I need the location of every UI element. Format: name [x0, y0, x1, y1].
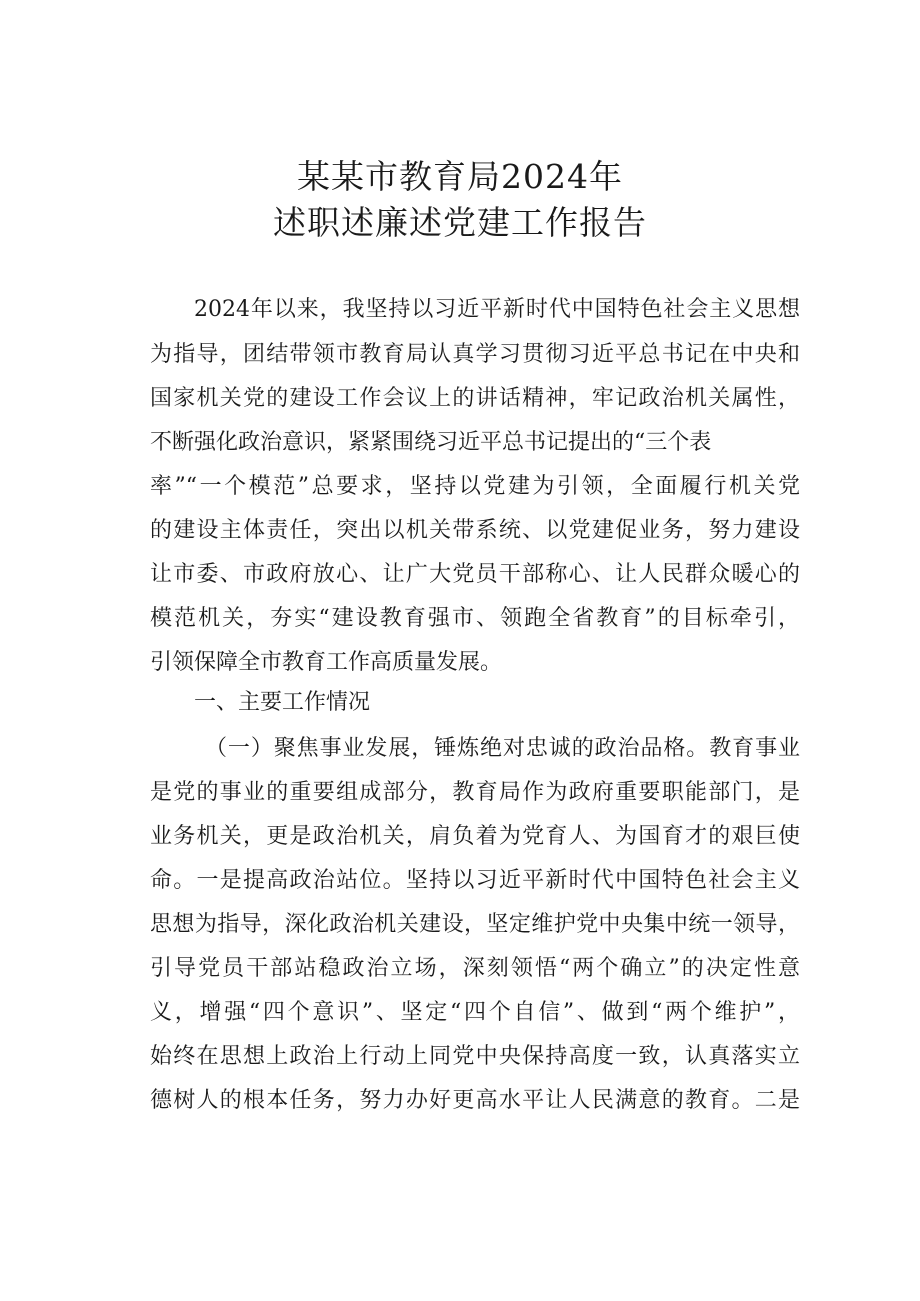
paragraph-line: 模范机关，夯实“建设教育强市、领跑全省教育”的目标牵引， — [150, 606, 800, 631]
paragraph-line: 为指导，团结带领市教育局认真学习贯彻习近平总书记在中央和 — [150, 342, 800, 367]
paragraph-line: 业务机关，更是政治机关，肩负着为党育人、为国育才的艰巨使 — [150, 824, 800, 849]
paragraph-line: 引导党员干部站稳政治立场，深刻领悟“两个确立”的决定性意 — [150, 956, 800, 981]
paragraph-line: 思想为指导，深化政治机关建设，坚定维护党中央集中统一领导， — [150, 912, 800, 937]
paragraph-line: 引领保障全市教育工作高质量发展。 — [150, 650, 503, 675]
paragraph-line: 德树人的根本任务，努力办好更高水平让人民满意的教育。二是 — [150, 1088, 800, 1113]
paragraph-line: 始终在思想上政治上行动上同党中央保持高度一致，认真落实立 — [150, 1044, 800, 1069]
document-title-line-1: 某某市教育局2024年 — [297, 157, 623, 196]
paragraph-line: 不断强化政治意识，紧紧围绕习近平总书记提出的“三个表 — [150, 430, 712, 455]
paragraph-line: 让市委、市政府放心、让广大党员干部称心、让人民群众暖心的 — [150, 562, 800, 587]
paragraph-line: 国家机关党的建设工作会议上的讲话精神，牢记政治机关属性， — [150, 386, 800, 411]
paragraph-line: 率”“一个模范”总要求，坚持以党建为引领，全面履行机关党 — [150, 474, 800, 499]
paragraph-line: 命。一是提高政治站位。坚持以习近平新时代中国特色社会主义 — [150, 868, 800, 893]
paragraph-line: 2024年以来，我坚持以习近平新时代中国特色社会主义思想 — [194, 297, 800, 322]
paragraph-line: 的建设主体责任，突出以机关带系统、以党建促业务，努力建设 — [150, 518, 800, 543]
paragraph-line: 是党的事业的重要组成部分，教育局作为政府重要职能部门，是 — [150, 780, 800, 805]
section-heading: 一、主要工作情况 — [194, 690, 371, 715]
paragraph-line: （一）聚焦事业发展，锤炼绝对忠诚的政治品格。教育事业 — [205, 736, 800, 761]
document-title-line-2: 述职述廉述党建工作报告 — [273, 203, 647, 242]
paragraph-line: 义，增强“四个意识”、坚定“四个自信”、做到“两个维护”， — [150, 1000, 800, 1025]
